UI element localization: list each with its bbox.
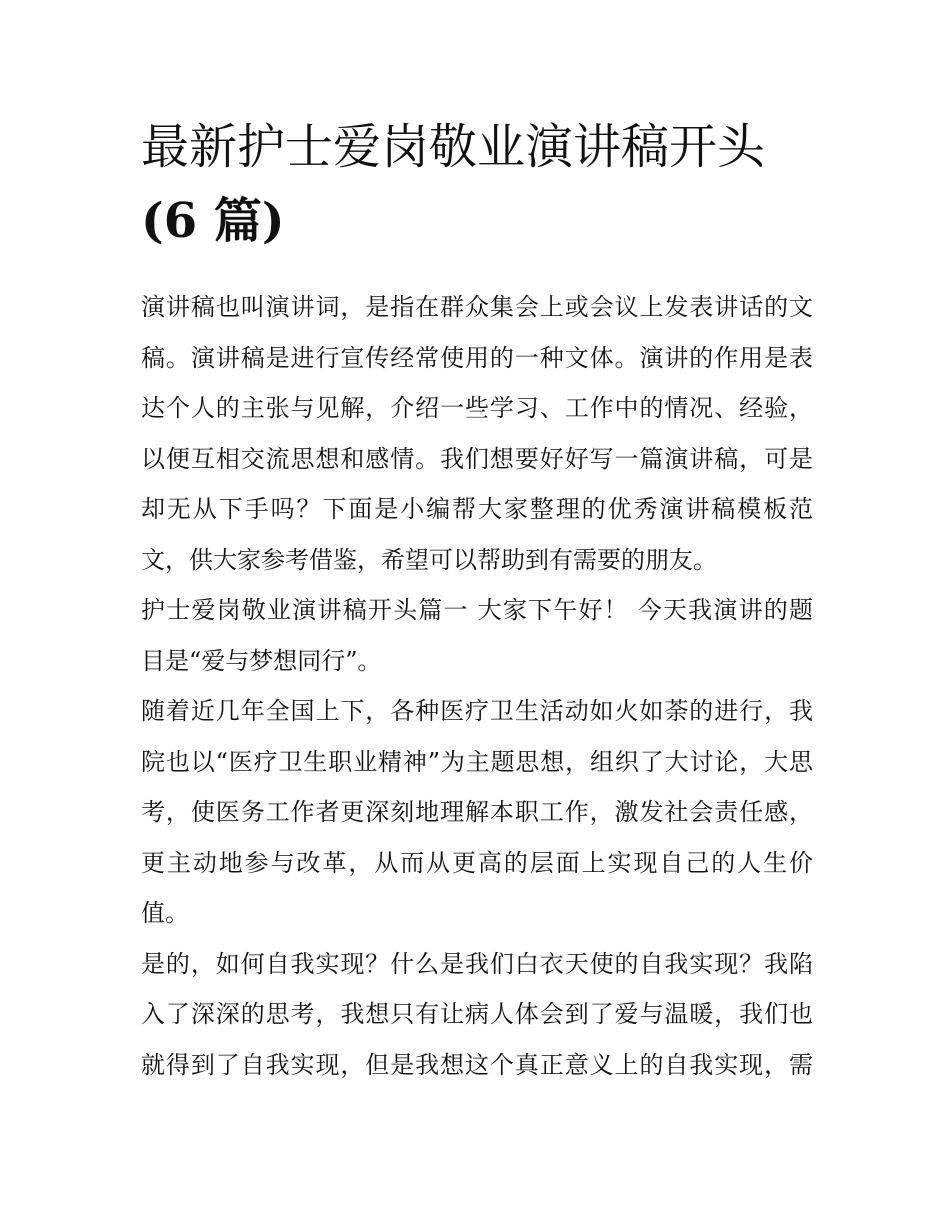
- paragraph: [141, 939, 813, 1091]
- document-content: [141, 110, 813, 1090]
- document-title: [141, 110, 813, 258]
- text-line: 护士爱岗敬业演讲稿开头篇一 大家下午好！ 今天我演讲的题: [141, 596, 813, 624]
- text-line: 院也以“医疗卫生职业精神”为主题思想，组织了大讨论，大思: [141, 747, 813, 776]
- title-line: 最新护士爱岗敬业演讲稿开头: [141, 119, 766, 175]
- title-line: (6 篇): [141, 193, 285, 249]
- text-line: 目是“爱与梦想同行”。: [141, 646, 382, 675]
- text-line: 达个人的主张与见解，介绍一些学习、工作中的情况、经验，: [141, 394, 813, 422]
- text-line: 稿。演讲稿是进行宣传经常使用的一种文体。演讲的作用是表: [141, 343, 813, 372]
- paragraph: [141, 686, 813, 939]
- text-line: 更主动地参与改革，从而从更高的层面上实现自己的人生价: [141, 848, 813, 877]
- text-line: 入了深深的思考，我想只有让病人体会到了爱与温暖，我们也: [141, 1000, 813, 1028]
- paragraph: [141, 282, 813, 585]
- text-line: 随着近几年全国上下，各种医疗卫生活动如火如荼的进行，我: [141, 697, 813, 725]
- text-line: 就得到了自我实现，但是我想这个真正意义上的自我实现，需: [141, 1050, 813, 1079]
- text-line: 文，供大家参考借鉴，希望可以帮助到有需要的朋友。: [141, 545, 717, 574]
- paragraph: [141, 585, 813, 686]
- text-line: 演讲稿也叫演讲词，是指在群众集会上或会议上发表讲话的文: [141, 293, 813, 321]
- text-line: 值。: [141, 899, 189, 927]
- text-line: 以便互相交流思想和感情。我们想要好好写一篇演讲稿，可是: [141, 444, 813, 473]
- text-line: 是的，如何自我实现？什么是我们白衣天使的自我实现？我陷: [141, 949, 813, 978]
- text-line: 考，使医务工作者更深刻地理解本职工作，激发社会责任感，: [141, 798, 813, 826]
- text-line: 却无从下手吗？下面是小编帮大家整理的优秀演讲稿模板范: [141, 495, 813, 523]
- document-body: [141, 282, 813, 1090]
